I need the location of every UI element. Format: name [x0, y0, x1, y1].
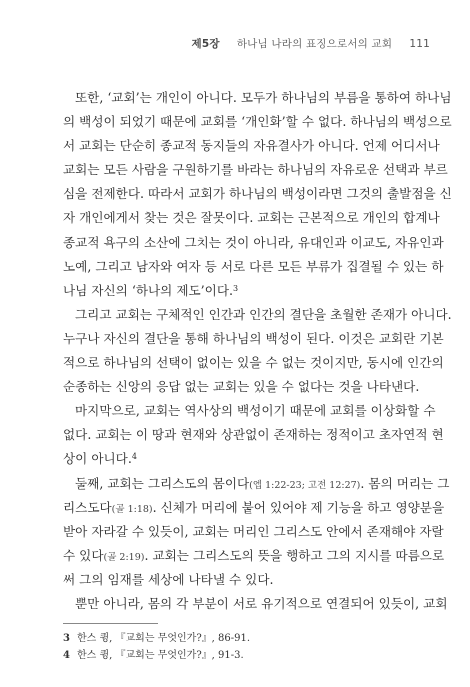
- footnote-number: 3: [63, 633, 70, 644]
- text-span: . 신체가 머리에 붙어 있어야 제 기능을 하고 영양분을: [152, 499, 445, 515]
- text-line: 교회는 모든 사람을 구원하기를 바라는 하나님의 자유로운 선택과 부르: [63, 162, 448, 178]
- text-span: . 교회는 그리스도의 뜻을 행하고 그의 지시를 따름으로: [144, 547, 445, 563]
- footnote-ref-3: 3: [233, 283, 239, 293]
- text-line: 서 교회는 단순히 종교적 동지들의 자유결사가 아니다. 언제 어디서나: [63, 138, 440, 154]
- paragraph-5: [63, 592, 448, 616]
- text-line: 마지막으로, 교회는 역사상의 백성이기 때문에 교회를 이상화할 수: [75, 403, 436, 419]
- body-text: [63, 86, 452, 616]
- text-line: 또한, ‘교회’는 개인이 아니다. 모두가 하나님의 부름을 통하여 하나님: [75, 90, 452, 105]
- text-line: 자 개인에게서 찾는 것은 잘못이다. 교회는 근본적으로 개인의 합계나: [63, 210, 440, 226]
- text-line: [63, 279, 415, 303]
- text-line: 받아 자라갈 수 있듯이, 교회는 머리인 그리스도 안에서 존재해야 자랄: [63, 523, 444, 539]
- text-line: 적으로 하나님의 선택이 없이는 있을 수 없는 것이지만, 동시에 인간의: [63, 355, 444, 371]
- text-line: 노예, 그리고 남자와 여자 등 서로 다른 모든 부류가 집결될 수 있는 하: [63, 258, 444, 274]
- footnote-3: [63, 630, 415, 647]
- text-span: 상이 아니다.: [63, 451, 132, 467]
- footnote-divider: [63, 623, 158, 624]
- footnote-text: 한스 큉, 『교회는 무엇인가?』, 91-3.: [77, 650, 244, 661]
- scripture-reference: (골 1:18): [111, 503, 153, 515]
- text-span: . 몸의 머리는 그: [360, 475, 450, 491]
- footnotes: [63, 630, 415, 664]
- text-span: 나님 자신의 ‘하나의 제도’이다.: [63, 282, 234, 298]
- chapter-title: 하나님 나라의 표징으로서의 교회: [236, 38, 393, 50]
- text-line: 심을 전제한다. 따라서 교회가 하나님의 백성이라면 그것의 출발점을 신: [63, 186, 452, 202]
- chapter-label: 제5장: [191, 38, 220, 50]
- footnote-ref-4: 4: [131, 452, 137, 462]
- text-line: 없다. 교회는 이 땅과 현재와 상관없이 존재하는 정적이고 초자연적 현: [63, 427, 444, 443]
- paragraph-1: [63, 86, 452, 303]
- text-line: 써 그의 임재를 세상에 나타낼 수 있다.: [63, 571, 274, 587]
- scripture-reference: (골 2:19): [103, 551, 145, 563]
- text-line: 순종하는 신앙의 응답 없는 교회는 있을 수 없다는 것을 나타낸다.: [63, 379, 420, 395]
- footnote-4: [63, 647, 415, 664]
- text-line: 종교적 욕구의 소산에 그치는 것이 아니라, 유대인과 이교도, 자유인과: [63, 234, 444, 250]
- text-line: [63, 544, 445, 568]
- page-number: 111: [409, 38, 430, 50]
- text-line: [63, 496, 445, 520]
- running-header: [40, 36, 430, 51]
- scripture-reference: (엡 1:22-23; 고전 12:27): [249, 479, 361, 491]
- paragraph-2: [63, 303, 452, 399]
- text-line: 그리고 교회는 구체적인 인간과 인간의 결단을 초월한 존재가 아니다.: [75, 306, 452, 322]
- paragraph-3: [63, 399, 444, 471]
- text-line: 누구나 자신의 결단을 통해 하나님의 백성이 된다. 이것은 교회란 기본: [63, 330, 444, 346]
- footnote-text: 한스 큉, 『교회는 무엇인가?』, 86-91.: [77, 633, 251, 644]
- text-line: 뿐만 아니라, 몸의 각 부분이 서로 유기적으로 연결되어 있듯이, 교회: [75, 595, 448, 611]
- text-span: 수 있다: [63, 547, 104, 563]
- text-line: [63, 447, 415, 471]
- text-span: 둘째, 교회는 그리스도의 몸이다: [75, 475, 250, 491]
- paragraph-4: [63, 472, 450, 592]
- footnote-number: 4: [63, 650, 70, 661]
- text-line: [63, 472, 450, 496]
- text-span: 리스도다: [63, 499, 112, 515]
- text-line: 의 백성이 되었기 때문에 교회를 ‘개인화’할 수 없다. 하나님의 백성으로: [63, 114, 452, 130]
